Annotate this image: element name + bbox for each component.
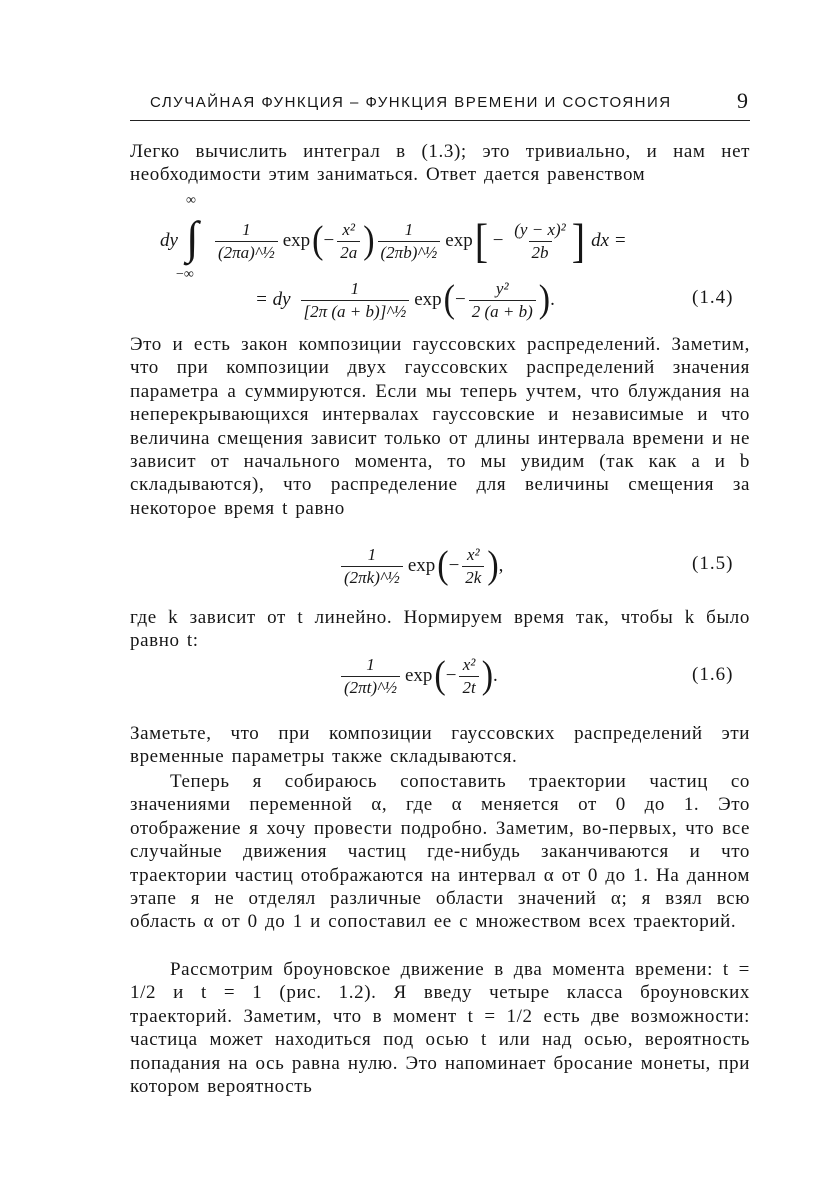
integral-upper-limit: ∞	[185, 193, 196, 208]
eq16-fraction-1: $\frac{1}{\text{(2πt)\textasciicircum{}½}}$	[341, 655, 400, 698]
paragraph-3: где k зависит от t линейно. Нормируем время так, чтобы k было равно t:	[130, 607, 750, 652]
paragraph-5: Теперь я собираюсь сопоставить траектории частиц со значениями переменной α, где α меняется от 0 до 1. Это отображение я хочу провести подробно. Заметим, во-первых, что все случайные движения частиц где-нибудь заканчиваются и что траектории частиц отображаются на интервал α от 0 до 1. На данном этапе я не отделял различные области значений α; я взял всю область α от 0 до 1 и сопоставил ее с множеством всех траекторий.	[130, 771, 750, 933]
eq14-fraction-5: $\frac{1}{\text{[2π (a + b)]\textasciicircum{}½}}$	[301, 279, 410, 322]
paragraph-4: Заметьте, что при композиции гауссовских распределений эти временные параметры также складываются.	[130, 723, 750, 768]
equation-1-5: $\frac{1}{\text{(2πk)\textasciicircum{}½}}$ exp ( − $\frac{\text{x²}}{2k}$ ) ,	[338, 538, 503, 594]
eq15-exp: exp	[407, 555, 436, 576]
paragraph-6: Рассмотрим броуновское движение в два момента времени: t = 1/2 и t = 1 (рис. 1.2). Я введу четыре класса броуновских траекторий. Заметим, что в момент t = 1/2 есть две возможности: частица может находиться под осью t или над осью, вероятность попадания на ось равна нулю. Это напоминает бросание монеты, при котором вероятность	[130, 959, 750, 1098]
eq15-fraction-1: $\frac{1}{\text{(2πk)\textasciicircum{}½}}$	[341, 545, 403, 588]
integral-symbol-icon: ∫	[185, 212, 199, 263]
eq14-dy: dy	[160, 230, 178, 251]
equation-number-1-6: (1.6)	[692, 664, 734, 685]
equation-1-4-line-1: dy ∞ ∫ −∞ $\frac{1}{\text{(2πa)\textasciicircum{}½}}$ exp ( − $\frac{\text{x²}}{2a}$ ) $\frac{1}{\text{(2πb)\textasciicircum{}½}}$ exp [ − $\frac{\text{(y − x)²}}{2b}$ ] dx =	[160, 193, 627, 282]
page-number: 9	[737, 88, 748, 113]
eq14-fraction-3: $\frac{1}{\text{(2πb)\textasciicircum{}½}}$	[378, 220, 441, 263]
eq14-fraction-1: $\frac{1}{\text{(2πa)\textasciicircum{}½}}$	[215, 220, 278, 263]
eq14-fraction-2: $\frac{\text{x²}}{2a}$	[337, 220, 360, 263]
running-head	[130, 88, 750, 121]
equation-number-1-4: (1.4)	[692, 287, 734, 308]
eq14-exp-3: exp	[414, 289, 442, 310]
eq16-exp: exp	[404, 665, 433, 686]
running-head-title: СЛУЧАЙНАЯ ФУНКЦИЯ – ФУНКЦИЯ ВРЕМЕНИ И СОСТОЯНИЯ	[150, 94, 672, 111]
equation-1-4-line-2: = dy $\frac{1}{\text{[2π (a + b)]\textasciicircum{}½}}$ exp ( − $\frac{\text{y²}}{2 (a + b)}$ ) .	[255, 278, 555, 321]
equation-number-1-5: (1.5)	[692, 553, 734, 574]
eq14-exp-1: exp	[282, 230, 311, 251]
integral-sign	[175, 193, 208, 282]
eq14-dy-2: = dy	[255, 289, 291, 310]
eq14-fraction-6: $\frac{\text{y²}}{2 (a + b)}$	[469, 279, 536, 322]
paragraph-2: Это и есть закон композиции гауссовских распределений. Заметим, что при композиции двух гауссовских распределений значения параметра a суммируются. Если мы теперь учтем, что блуждания на неперекрывающихся интервалах гауссовские и независимые и что величина смещения зависит только от длины интервала времени и не зависит от начального момента, то мы увидим (так как a и b складываются), что распределение для величины смещения за некоторое время t равно	[130, 334, 750, 519]
eq15-fraction-2: $\frac{\text{x²}}{2k}$	[462, 545, 484, 588]
equation-1-6: $\frac{1}{\text{(2πt)\textasciicircum{}½}}$ exp ( − $\frac{\text{x²}}{2t}$ ) .	[338, 648, 498, 704]
eq14-dx: dx =	[591, 230, 627, 251]
eq14-fraction-4: $\frac{\text{(y − x)²}}{2b}$	[514, 219, 566, 262]
integral-lower-limit: −∞	[175, 267, 194, 282]
eq14-exp-2: exp	[445, 230, 473, 251]
paragraph-1: Легко вычислить интеграл в (1.3); это тривиально, и нам нет необходимости этим заниматься. Ответ дается равенством	[130, 141, 750, 186]
eq16-fraction-2: $\frac{\text{x²}}{2t}$	[459, 655, 478, 698]
